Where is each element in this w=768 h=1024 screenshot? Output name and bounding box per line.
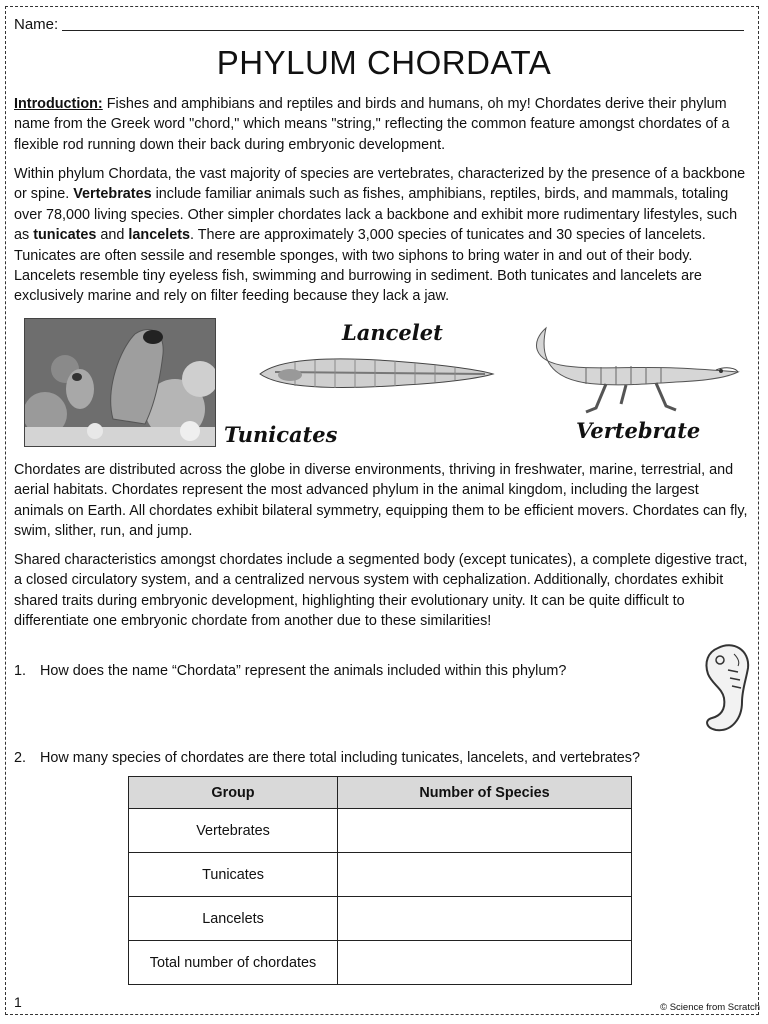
table-row (129, 853, 632, 897)
table-row (129, 809, 632, 853)
vertebrates-paragraph (14, 164, 752, 307)
row-label: Total number of chordates (129, 941, 338, 985)
row-label: Vertebrates (129, 809, 338, 853)
question-2 (14, 750, 640, 766)
species-table (128, 776, 632, 985)
embryo-illustration (698, 640, 756, 736)
question-2-number: 2. (14, 750, 27, 766)
answer-cell[interactable] (338, 941, 632, 985)
question-1-text: How does the name “Chordata” represent the animals included within this phylum? (40, 663, 567, 679)
para2-text-2: include familiar animals such as fishes, amphibians, reptiles, birds, and mammals, totaling over 78,000 living species. Other simpler chordates lack a backbone and exhibit more rudimentary lifestyles, such as (14, 186, 738, 244)
row-label: Tunicates (129, 853, 338, 897)
row-label: Lancelets (129, 897, 338, 941)
answer-cell[interactable] (338, 897, 632, 941)
tunicates-photo (24, 318, 216, 447)
term-tunicates: tunicates (33, 227, 97, 244)
header-group: Group (129, 777, 338, 809)
table-row (129, 897, 632, 941)
question-1 (14, 663, 566, 679)
question-1-number: 1. (14, 663, 27, 679)
vertebrate-caption: Vertebrate (576, 418, 701, 443)
question-2-text: How many species of chordates are there total including tunicates, lancelets, and vertebrates? (40, 750, 640, 766)
name-line (14, 16, 744, 33)
answer-cell[interactable] (338, 853, 632, 897)
lancelet-caption: Lancelet (342, 320, 443, 345)
intro-paragraph (14, 94, 752, 155)
page-title: PHYLUM CHORDATA (216, 44, 552, 81)
tunicates-caption: Tunicates (224, 422, 338, 447)
intro-text: Fishes and amphibians and reptiles and birds and humans, oh my! Chordates derive their phylum name from the Greek word "chord," which means "string," reflecting the common feature amongst chordates of a flexible rod running down their back during embryonic development. (14, 96, 730, 153)
term-vertebrates: Vertebrates (73, 186, 152, 203)
para2-text-3: and (96, 227, 129, 244)
para2-text-1: Within phylum Chordata, the vast majority of species are vertebrates, characterized by the presence of a backbone or spine. (14, 166, 746, 203)
table-header-row (129, 777, 632, 809)
distribution-paragraph: Chordates are distributed across the globe in diverse environments, thriving in freshwater, marine, terrestrial, and aerial habitats. Chordates represent the most advanced phylum in the animal kingdom, including the largest animals on Earth. All chordates exhibit bilateral symmetry, equipping them to be efficient movers. Chordates can fly, swim, slither, run, and jump. (14, 462, 748, 540)
table-row (129, 941, 632, 985)
answer-cell[interactable] (338, 809, 632, 853)
term-lancelets: lancelets (128, 227, 191, 244)
intro-label: Introduction: (14, 96, 103, 112)
name-label: Name: (14, 16, 59, 33)
characteristics-paragraph: Shared characteristics amongst chordates include a segmented body (except tunicates), a complete digestive tract, a closed circulatory system, and a centralized nervous system with cephalization. Additionally, chordates exhibit shared traits during embryonic development, highlighting their evolutionary unity. It can be quite difficult to differentiate one embryonic chordate from another due to these similarities! (14, 552, 748, 630)
para2-text-4: . There are approximately 3,000 species of tunicates and 30 species of lancelets. Tunicates are often sessile and resemble sponges, with two siphons to bring water in and out of their body. Lancelets resemble tiny eyeless fish, swimming and burrowing in sediment. Both tunicates and lancelets are exclusively marine and rely on filter feeding because they lack a jaw. (14, 227, 706, 305)
copyright-notice: © Science from Scratch (660, 1002, 760, 1013)
lancelet-illustration (255, 350, 495, 395)
page-number: 1 (14, 994, 22, 1010)
name-blank[interactable] (62, 17, 744, 31)
vertebrate-illustration (526, 326, 741, 416)
header-number-of-species: Number of Species (338, 777, 632, 809)
